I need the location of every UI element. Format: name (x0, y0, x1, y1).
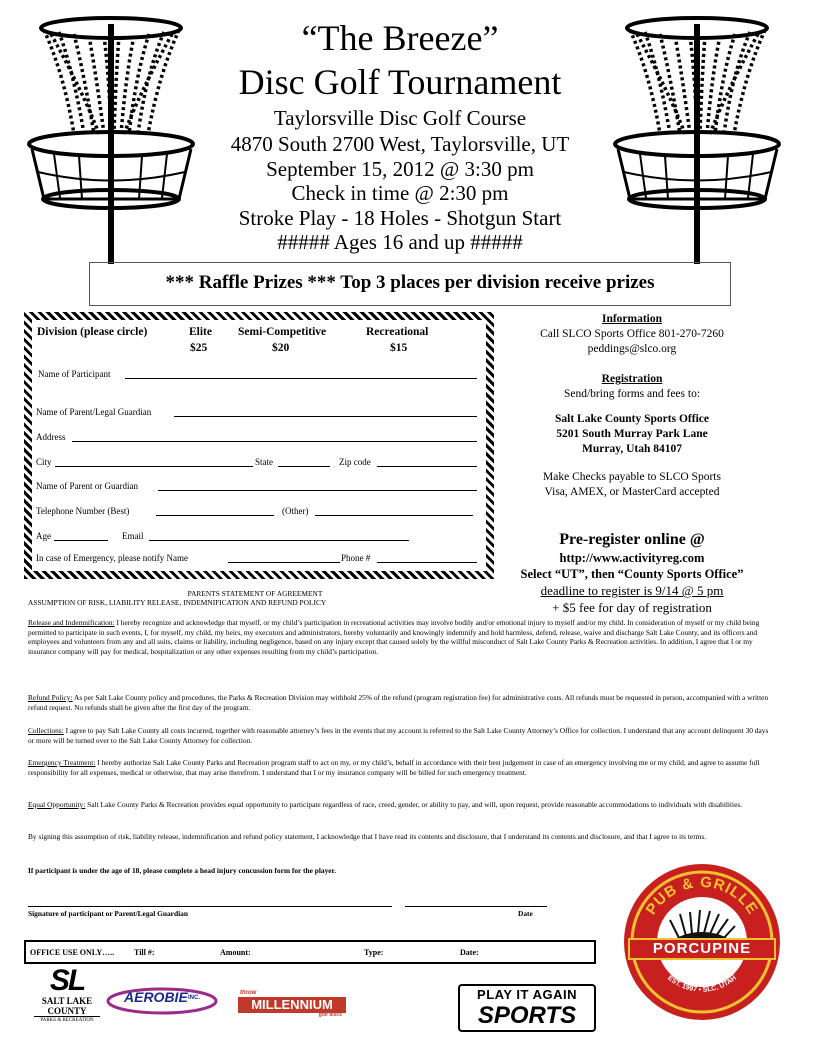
porcupine-top: PUB & GRILLE (642, 873, 762, 918)
phone-field[interactable] (156, 515, 274, 516)
signature-field[interactable] (28, 906, 392, 907)
city-field[interactable] (55, 466, 253, 467)
millennium-sub: golf discs (318, 1012, 342, 1018)
email-label: Email (122, 531, 144, 541)
title-line-1: “The Breeze” (301, 18, 499, 58)
signature-label: Signature of participant or Parent/Legal Guardian (28, 909, 188, 918)
millennium-logo (238, 990, 346, 1018)
collections-label: Collections: (28, 726, 64, 735)
division-elite-fee: $25 (190, 342, 208, 354)
porcupine-logo (622, 862, 782, 1022)
aerobie-name: AEROBIE (124, 989, 188, 1005)
type-label: Type: (364, 948, 384, 957)
office-use-box (24, 940, 596, 964)
preregister-select: Select “UT”, then “County Sports Office” (520, 567, 744, 581)
emergency-phone-field[interactable] (377, 562, 477, 563)
division-semi-fee: $20 (272, 342, 290, 354)
deadline: deadline to register is 9/14 @ 5 pm (540, 583, 724, 598)
info-column (508, 312, 756, 500)
emergency-text: I hereby authorize Salt Lake County Parks and Recreation program staff to act on my, or my child’s, behalf in accordance with their best judgement in case of an emergency involving me or my child, and agree to assume full responsibility for all expenses, medical or otherwise, that may arise therefrom. I understand that I or my insurance company will be billed for such emergency treatment. (28, 758, 760, 777)
age-requirement: ##### Ages 16 and up ##### (277, 230, 523, 254)
release-label: Release and Indemnification: (28, 618, 115, 627)
refund-label: Refund Policy: (28, 693, 73, 702)
slco-logo (34, 966, 100, 1032)
refund-paragraph (28, 693, 776, 712)
date-field[interactable] (405, 906, 547, 907)
address-field[interactable] (72, 441, 477, 442)
address-label: Address (36, 432, 66, 442)
office-date-label: Date: (460, 948, 479, 957)
collections-paragraph (28, 726, 776, 745)
course-address: 4870 South 2700 West, Taylorsville, UT (230, 132, 570, 156)
signing-paragraph: By signing this assumption of risk, liability release, indemnification and refund policy statement, I acknowledge that I have read its contents and disclosure, that I understand its contents and disclosure, and that I agree to its terms. (28, 832, 707, 841)
under18-notice: If participant is under the age of 18, please complete a head injury concussion form for the player. (28, 866, 336, 875)
pias-line1: PLAY IT AGAIN (477, 987, 577, 1002)
porcupine-bottom: EST. 1997 • SLC, UTAH (666, 974, 738, 994)
emergency-label: Emergency Treatment: (28, 758, 96, 767)
emergency-name-field[interactable] (228, 562, 340, 563)
checkin-time: Check in time @ 2:30 pm (291, 181, 509, 205)
preregister-heading: Pre-register online @ (559, 531, 705, 548)
agreement-subheading: ASSUMPTION OF RISK, LIABILITY RELEASE, INDEMNIFICATION AND REFUND POLICY (28, 598, 327, 607)
info-title: Information (601, 313, 663, 325)
division-elite[interactable]: Elite (189, 326, 212, 338)
aerobie-inc: INC. (188, 995, 200, 1001)
participant-field[interactable] (125, 378, 477, 379)
division-label: Division (please circle) (37, 326, 148, 338)
email-field[interactable] (149, 540, 409, 541)
office-use-label: OFFICE USE ONLY….. (30, 948, 115, 957)
preregister-url[interactable]: http://www.activityreg.com (559, 551, 705, 565)
office-city: Murray, Utah 84107 (582, 443, 682, 455)
checks-payable: Make Checks payable to SLCO Sports (543, 471, 721, 483)
disc-golf-basket-icon-left (24, 14, 199, 264)
play-it-again-sports-logo (458, 984, 596, 1032)
agreement-heading: PARENTS STATEMENT OF AGREEMENT (187, 589, 323, 598)
svg-text:PUB & GRILLE (643, 874, 762, 918)
play-format: Stroke Play - 18 Holes - Shotgun Start (238, 206, 562, 230)
info-call: Call SLCO Sports Office 801-270-7260 (540, 328, 724, 340)
release-paragraph (28, 618, 776, 656)
info-email[interactable]: peddings@slco.org (587, 343, 677, 355)
refund-text: As per Salt Lake County policy and procedures, the Parks & Recreation Division may withhold 25% of the refund (program registration fee) for administrative costs. All refunds must be requested in person, accompanied with a written refund request. No refunds shall be given after the first day of the program. (28, 693, 769, 712)
emergency-phone-label: Phone # (341, 553, 371, 563)
registration-form (32, 320, 486, 571)
other-phone-label: (Other) (282, 506, 309, 516)
course-name: Taylorsville Disc Golf Course (273, 106, 527, 130)
equal-text: Salt Lake County Parks & Recreation provides equal opportunity to participate regardless of race, creed, gender, or ability to pay, and will, upon request, provide reasonable accommodations to individuals with disabilities. (85, 800, 743, 809)
state-field[interactable] (278, 466, 330, 467)
office-address: 5201 South Murray Park Lane (556, 428, 708, 440)
parent2-field[interactable] (158, 490, 477, 491)
millennium-throw: throw (240, 990, 257, 996)
title-line-2: Disc Golf Tournament (238, 62, 562, 102)
registration-send: Send/bring forms and fees to: (563, 388, 701, 400)
cards-accepted: Visa, AMEX, or MasterCard accepted (544, 486, 720, 498)
raffle-banner: *** Raffle Prizes *** Top 3 places per division receive prizes (89, 262, 731, 306)
event-date: September 15, 2012 @ 3:30 pm (266, 157, 534, 181)
date-label: Date (518, 909, 533, 918)
slco-mark: SL (49, 964, 85, 997)
emergency-label: In case of Emergency, please notify Name (36, 553, 188, 563)
aerobie-logo (106, 985, 218, 1015)
city-label: City (36, 457, 52, 467)
age-label: Age (36, 531, 51, 541)
dayof-fee: + $5 fee for day of registration (552, 600, 712, 615)
office-name: Salt Lake County Sports Office (555, 413, 709, 425)
millennium-name: MILLENNIUM (238, 997, 346, 1013)
division-recreational[interactable]: Recreational (366, 326, 429, 338)
registration-title: Registration (601, 373, 663, 385)
division-semi-competitive[interactable]: Semi-Competitive (238, 326, 327, 338)
parent-label: Name of Parent/Legal Guardian (36, 407, 152, 417)
division-recreational-fee: $15 (390, 342, 408, 354)
amount-label: Amount: (220, 948, 251, 957)
release-text: I hereby recognize and acknowledge that myself, or my child’s participation in recreational activities may involve bodily and/or emotional injury to myself and/or my child. In consideration of myself or my child being permitted to participate in such events, I, for myself, my child, my heirs, my executors and administrators, hereby voluntarily and knowingly indemnify and hold harmless, defend, release, waive and discharge Salt Lake County, and its officers and employees and volunteers from any and all suits, claims or liability, including negligence, based on any injury except that caused solely by the willful misconduct of Salt Lake County Parks & Recreation activities. In addition, I agree that I or my insurance company will pay for medical, hospitalization or any other expenses resulting from my child’s participation. (28, 618, 760, 656)
zip-label: Zip code (339, 457, 371, 467)
collections-text: I agree to pay Salt Lake County all costs incurred, together with reasonable attorney’s fees in the events that my account is referred to the Salt Lake County Attorney’s Office for collection. I understand that any account delinquent 30 days or more will be turned over to the Salt Lake County Attorney for collection. (28, 726, 769, 745)
equal-label: Equal Opportunity: (28, 800, 86, 809)
till-label: Till #: (134, 948, 155, 957)
equal-paragraph (28, 800, 776, 810)
participant-label: Name of Participant (38, 369, 111, 379)
other-phone-field[interactable] (315, 515, 473, 516)
disc-golf-basket-icon-right (610, 14, 785, 264)
porcupine-name: PORCUPINE (628, 938, 776, 960)
slco-line3: PARKS & RECREATION (34, 1016, 100, 1024)
parent-field[interactable] (174, 416, 477, 417)
phone-label: Telephone Number (Best) (36, 506, 130, 516)
slco-line2: COUNTY (47, 1006, 87, 1016)
state-label: State (255, 457, 273, 467)
slco-line1: SALT LAKE (41, 996, 93, 1006)
svg-text:EST. 1997 • SLC, UTAH (666, 975, 738, 994)
age-field[interactable] (54, 540, 108, 541)
zip-field[interactable] (377, 466, 477, 467)
parent2-label: Name of Parent or Guardian (36, 481, 138, 491)
pias-line2: SPORTS (477, 1002, 577, 1029)
emergency-paragraph (28, 758, 776, 777)
